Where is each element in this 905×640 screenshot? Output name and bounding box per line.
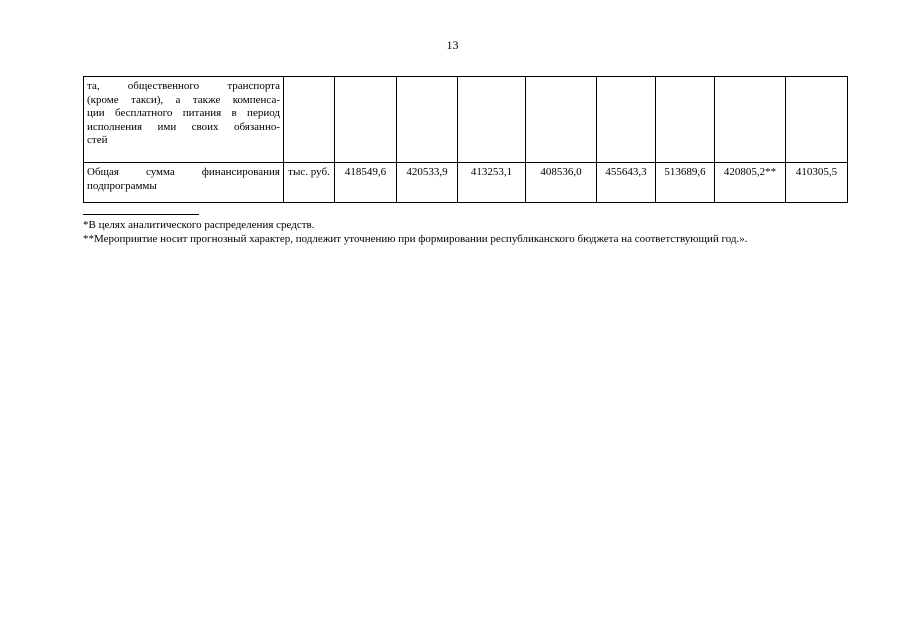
unit-cell xyxy=(284,77,335,163)
value-cell xyxy=(597,77,656,163)
value-cell xyxy=(786,77,848,163)
description-line: ции бесплатного питания в период xyxy=(87,107,280,119)
footnote-analytical: *В целях аналитического распределения средств. xyxy=(83,219,315,231)
value-cell xyxy=(526,77,597,163)
unit-cell: тыс. руб. xyxy=(284,163,335,203)
value-cell xyxy=(397,77,458,163)
value-cell: 413253,1 xyxy=(458,163,526,203)
value-cell: 455643,3 xyxy=(597,163,656,203)
value-cell: 408536,0 xyxy=(526,163,597,203)
page-number: 13 xyxy=(446,38,459,52)
financing-table xyxy=(83,76,848,203)
value-cell xyxy=(335,77,397,163)
description-line: исполнения ими своих обязанно- xyxy=(87,120,280,133)
value-cell: 410305,5 xyxy=(786,163,848,203)
measure-description-cell xyxy=(84,77,284,163)
table-row xyxy=(84,163,848,203)
description-line: та, общественного транспорта xyxy=(87,80,280,92)
value-cell: 420805,2** xyxy=(715,163,786,203)
total-financing-label: Общая сумма финансирования подпрограммы xyxy=(87,166,280,192)
value-cell xyxy=(656,77,715,163)
description-line: стей xyxy=(87,134,108,146)
footnote-forecast: **Мероприятие носит прогнозный характер, подлежит уточнению при формировании республиканского бюджета на соответствующий год.». xyxy=(83,233,748,245)
value-cell: 418549,6 xyxy=(335,163,397,203)
value-cell: 420533,9 xyxy=(397,163,458,203)
value-cell: 513689,6 xyxy=(656,163,715,203)
value-cell xyxy=(715,77,786,163)
footnotes xyxy=(83,218,847,246)
total-financing-label-cell xyxy=(84,163,284,203)
value-cell xyxy=(458,77,526,163)
description-line: (кроме такси), а также компенса- xyxy=(87,93,280,106)
footnote-divider xyxy=(83,214,199,215)
table-row xyxy=(84,77,848,163)
